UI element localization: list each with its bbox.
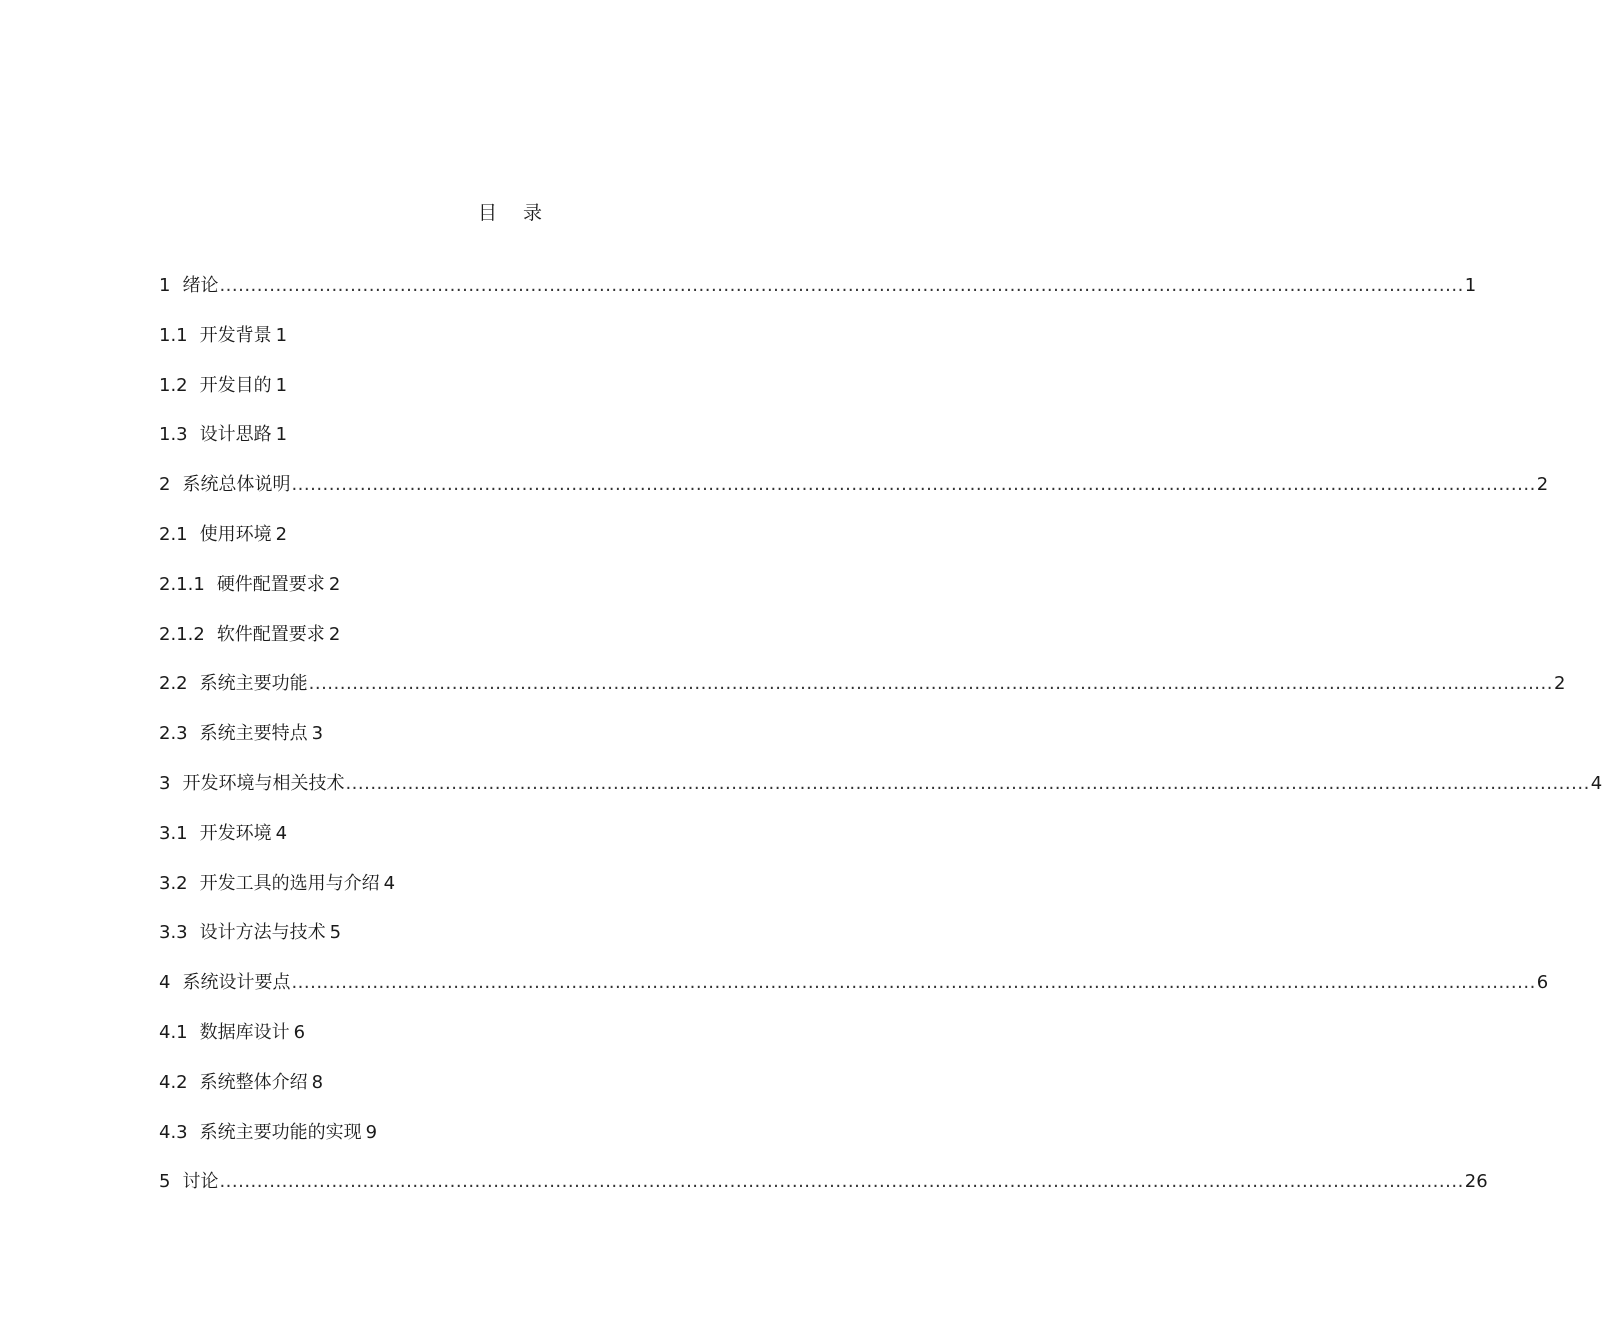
toc-entry-page: 8 [311, 1071, 324, 1093]
toc-entry-title: 开发环境 [199, 822, 272, 844]
toc-entry[interactable] [159, 1168, 1488, 1218]
toc-entry-number: 2.1.1 [159, 573, 205, 595]
toc-entry[interactable] [159, 820, 859, 870]
toc-entry-page: 2 [328, 623, 341, 645]
toc-entry-title: 系统整体介绍 [199, 1071, 308, 1093]
toc-entry[interactable] [159, 770, 1602, 820]
toc-entry-page: 2 [1536, 474, 1549, 496]
toc-entry-page: 2 [1553, 673, 1566, 695]
toc-dot-leader: ........................................................................................................................................................................................................ [219, 275, 1464, 296]
toc-entry-title: 系统主要特点 [199, 723, 308, 745]
toc-entry-number: 1 [159, 275, 171, 296]
toc-entry-page: 6 [293, 1021, 306, 1043]
toc-entry-number: 4 [159, 972, 171, 994]
toc-entry-title: 数据库设计 [199, 1021, 290, 1043]
toc-entry-number: 3.3 [159, 922, 188, 944]
toc-entry-number: 2.2 [159, 673, 188, 695]
toc-entry[interactable] [159, 621, 859, 671]
toc-dot-leader: ........................................................................................................................................................................................................ [291, 474, 1536, 496]
toc-entry[interactable] [159, 870, 859, 920]
toc-entry[interactable] [159, 1069, 859, 1119]
toc-entry-page: 3 [311, 723, 324, 745]
toc-entry-number: 3.1 [159, 822, 188, 844]
toc-entry-number: 4.2 [159, 1071, 188, 1093]
toc-entry-title: 系统主要功能 [199, 673, 308, 695]
toc-entry[interactable] [159, 421, 859, 471]
toc-entry-title: 讨论 [182, 1171, 219, 1193]
toc-entry[interactable] [159, 372, 859, 422]
toc-dot-leader: ........................................................................................................................................................................................................ [345, 772, 1590, 794]
toc-entry-number: 4.3 [159, 1121, 188, 1143]
toc-entry[interactable] [159, 969, 1549, 1019]
toc-entry-title: 开发环境与相关技术 [182, 772, 345, 794]
toc-entry-number: 2.3 [159, 723, 188, 745]
toc-entry-page: 4 [1590, 772, 1602, 794]
toc-entry-page: 4 [383, 872, 396, 894]
toc-entry-title: 开发目的 [199, 374, 272, 396]
toc-entry-page: 6 [1536, 972, 1549, 994]
toc-entry-number: 3 [159, 772, 171, 794]
toc-entry-number: 3.2 [159, 872, 188, 894]
toc-entry[interactable] [159, 720, 859, 770]
toc-entry-page: 2 [328, 573, 341, 595]
toc-entry-title: 开发背景 [199, 324, 272, 346]
toc-dot-leader: ........................................................................................................................................................................................................ [291, 972, 1536, 994]
toc-entry-page: 9 [365, 1121, 378, 1143]
toc-title [0, 198, 1020, 225]
toc-entry-number: 2 [159, 474, 171, 496]
toc-dot-leader: ........................................................................................................................................................................................................ [308, 673, 1553, 695]
toc-entry-title: 设计思路 [199, 424, 272, 446]
toc-entry-page: 2 [275, 523, 288, 545]
toc-entry-title: 系统设计要点 [182, 972, 291, 994]
toc-dot-leader: ........................................................................................................................................................................................................ [219, 1171, 1464, 1193]
toc-entry-page: 1 [275, 424, 288, 446]
toc-entry-page: 1 [1464, 275, 1477, 296]
toc-entry-number: 2.1.2 [159, 623, 205, 645]
toc-entry[interactable] [159, 670, 1566, 720]
toc-entry-page: 1 [275, 374, 288, 396]
toc-entry-title: 系统主要功能的实现 [199, 1121, 362, 1143]
toc-entry-number: 1.3 [159, 424, 188, 446]
toc-entry-title: 硬件配置要求 [216, 573, 325, 595]
toc-entry[interactable] [159, 1019, 859, 1069]
toc-entry-number: 2.1 [159, 523, 188, 545]
toc-entry-number: 1.1 [159, 324, 188, 346]
toc-entry[interactable] [159, 919, 859, 969]
toc-entry-page: 4 [275, 822, 288, 844]
toc-entry-number: 4.1 [159, 1021, 188, 1043]
toc-entry-page: 26 [1464, 1171, 1488, 1193]
toc-entry-title: 系统总体说明 [182, 474, 291, 496]
toc-entry-page: 5 [329, 922, 342, 944]
toc-entry-title: 使用环境 [199, 523, 272, 545]
toc-entry[interactable] [159, 521, 859, 571]
toc-entry[interactable] [159, 322, 859, 372]
table-of-contents [159, 272, 1602, 1218]
toc-title-char-1: 目 [477, 202, 497, 224]
toc-entry-title: 绪论 [182, 275, 219, 296]
toc-entry-title: 软件配置要求 [216, 623, 325, 645]
toc-entry[interactable] [159, 471, 1549, 521]
toc-entry-title: 设计方法与技术 [199, 922, 326, 944]
toc-title-char-2: 录 [523, 202, 543, 224]
toc-entry[interactable] [159, 272, 1477, 322]
toc-entry-page: 1 [275, 324, 288, 346]
toc-entry-number: 5 [159, 1171, 171, 1193]
toc-entry[interactable] [159, 571, 859, 621]
toc-entry[interactable] [159, 1119, 859, 1169]
toc-entry-number: 1.2 [159, 374, 188, 396]
toc-entry-title: 开发工具的选用与介绍 [199, 872, 380, 894]
